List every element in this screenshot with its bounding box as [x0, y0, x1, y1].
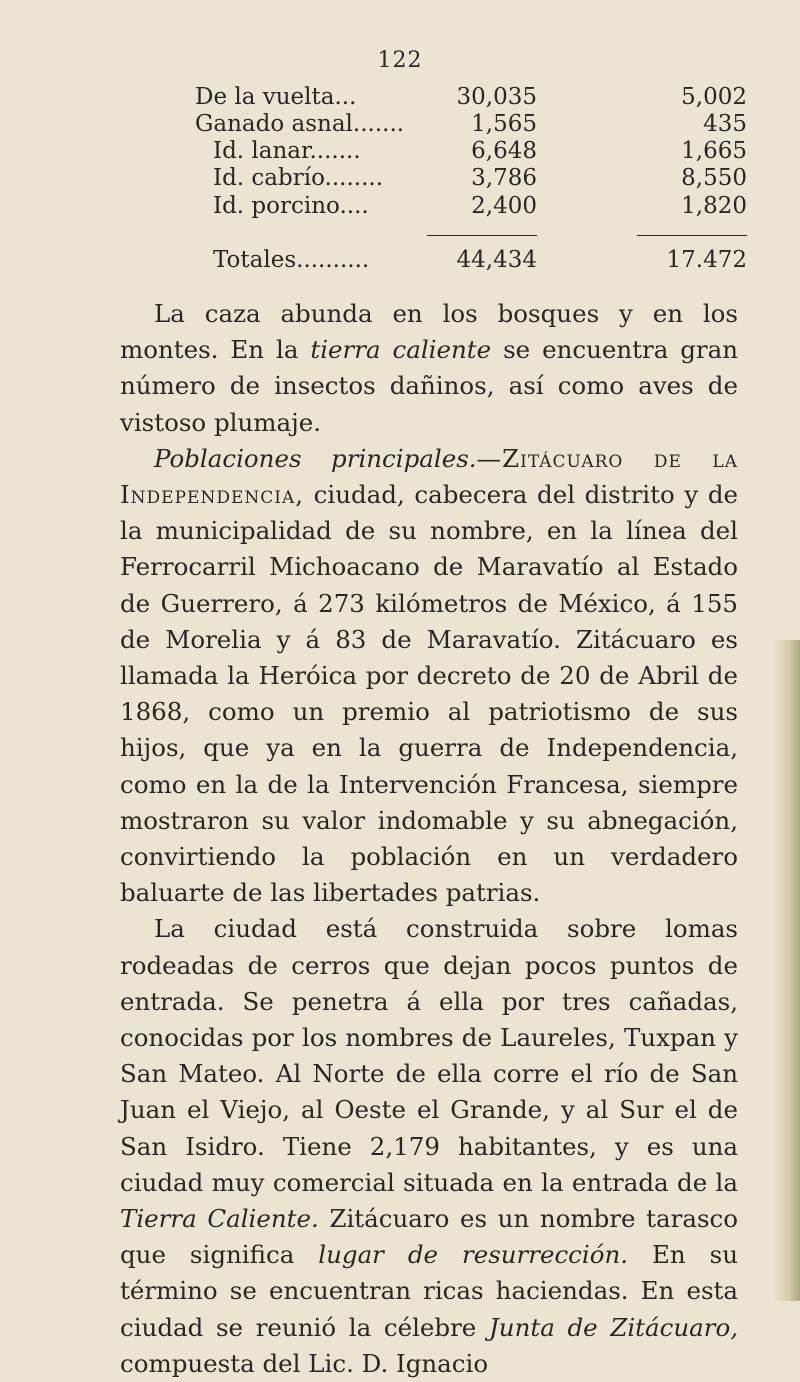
page-number: 122 — [377, 48, 423, 73]
page-edge-stain — [772, 640, 800, 1301]
row-label: Ganado asnal....... — [195, 111, 405, 138]
row-value-2: 1,820 — [681, 192, 747, 219]
paragraph — [120, 911, 738, 1382]
row-value-2: 1,665 — [681, 138, 747, 165]
row-label: Id. lanar....... — [213, 138, 361, 165]
table-row — [195, 165, 747, 192]
paragraph — [120, 296, 738, 441]
italic-run: Poblaciones principales. — [154, 443, 477, 473]
text-run: La ciudad está construida sobre lomas rodeadas de cerros que dejan pocos puntos de entrada. Se penetra á ella por tres cañadas, conocidas por los nombres de Laureles, Tuxpan y San Mateo. Al Norte de ella corre el río de San Juan el Viejo, al Oeste el Grande, y al Sur el de San Isidro. Tiene 2,179 habitantes, y es una ciudad muy comercial situada en la entrada de la — [120, 914, 738, 1197]
row-value-1: 2,400 — [471, 192, 537, 219]
row-label: Id. cabrío........ — [213, 165, 384, 192]
text-run: ciudad, cabecera del distrito y de la municipalidad de su nombre, en la línea del Ferrocarril Michoacano de Maravatío al Estado de Guerrero, á 273 kilómetros de México, á 155 de Morelia y á 83 de Maravatío. Zitácuaro es llamada la Heróica por decreto de 20 de Abril de 1868, como un premio al patriotismo de sus hijos, que ya en la guerra de Independencia, como en la de la Intervención Francesa, siempre mostraron su valor indomable y su abnegación, convirtiendo la población en un verdadero baluarte de las libertades patrias. — [120, 480, 738, 908]
text-run: La caza abunda en los bosques y en los montes. En la — [120, 299, 738, 365]
italic-run: Junta de Zitácuaro, — [488, 1312, 738, 1342]
table-row — [195, 111, 747, 138]
totals-row — [195, 247, 747, 274]
text-run: En su término se encuentran ricas haciendas. En esta ciudad se reunió la célebre — [120, 1240, 738, 1342]
row-value-1: 1,565 — [471, 111, 537, 138]
row-value-2: 8,550 — [681, 165, 747, 192]
text-run: Zitácuaro es un nombre tarasco que significa — [120, 1204, 739, 1270]
row-value-2: 435 — [703, 111, 747, 138]
livestock-table — [195, 84, 747, 274]
row-value-1: 3,786 — [471, 165, 537, 192]
separator-row — [195, 220, 747, 247]
total-value-2: 17.472 — [666, 246, 747, 273]
italic-run: lugar de resurrección. — [318, 1240, 629, 1270]
text-run: compuesta del Lic. D. Ignacio — [120, 1348, 489, 1378]
total-rule — [427, 235, 537, 236]
row-label: De la vuelta... — [195, 84, 357, 110]
body-text — [120, 296, 738, 1382]
total-rule — [637, 235, 747, 236]
table-row — [195, 84, 747, 111]
text-run: se encuentra gran número de insectos dañinos, así como aves de vistoso plumaje. — [120, 335, 739, 437]
italic-run: Tierra Caliente. — [120, 1204, 319, 1234]
table-row — [195, 138, 747, 165]
paragraph — [120, 441, 738, 912]
table-row — [195, 193, 747, 220]
row-value-1: 30,035 — [456, 84, 537, 110]
total-value-1: 44,434 — [456, 246, 537, 273]
italic-run: tierra caliente — [310, 335, 492, 365]
row-value-1: 6,648 — [471, 138, 537, 165]
smallcaps-run: —Zitácuaro de la Independencia, — [120, 443, 738, 510]
row-value-2: 5,002 — [681, 84, 747, 110]
row-label: Id. porcino.... — [213, 192, 369, 219]
totals-label: Totales.......... — [213, 246, 370, 273]
